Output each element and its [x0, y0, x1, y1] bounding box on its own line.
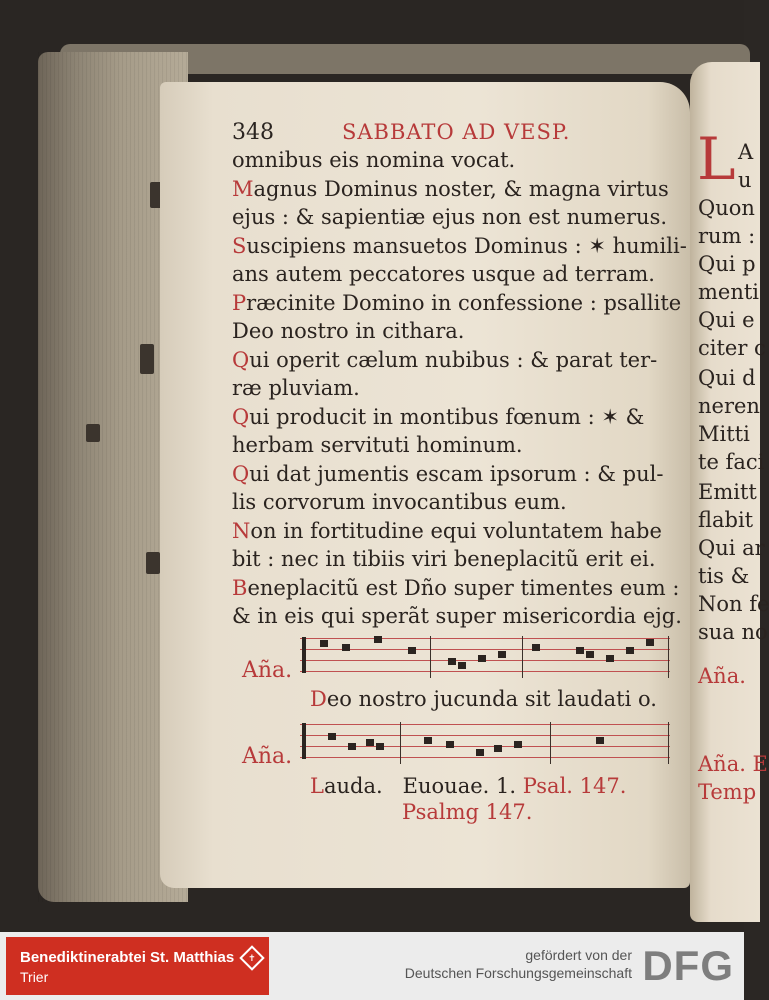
neume-note [348, 743, 356, 750]
line-text: & in eis qui sperãt super misericordia ejg. [232, 604, 682, 628]
neume-note [532, 644, 540, 651]
text-line [232, 460, 672, 489]
right-page-fragment: Aña. E [698, 752, 768, 776]
text-line [232, 431, 672, 460]
neume-note [494, 745, 502, 752]
page-number: 348 [232, 120, 274, 145]
euouae-text: Euouae. 1. [402, 774, 517, 798]
line-text: ui producit in montibus fœnum : ✶ & [249, 404, 645, 429]
right-page-fragment: Aña. [698, 664, 746, 688]
right-page-fragment: citer c [698, 336, 766, 360]
text-line [232, 175, 672, 204]
decorated-initial: L [697, 125, 736, 193]
text-line [232, 488, 672, 517]
neume-note [328, 733, 336, 740]
text-line [232, 346, 672, 375]
neume-note [424, 737, 432, 744]
neume-note [596, 737, 604, 744]
psalm-text [232, 146, 687, 631]
right-page-fragment: Qui ar [698, 536, 765, 560]
right-page-fragment: Qui d [698, 366, 756, 390]
credit-line: gefördert von der [525, 947, 632, 963]
clef-mark [302, 637, 306, 673]
lyric-initial: D [310, 687, 327, 711]
chant-staff [300, 722, 670, 764]
rubric-initial: P [232, 290, 247, 315]
right-page-fragment: Mitti [698, 422, 750, 446]
right-page-fragment: neren [698, 394, 760, 418]
line-text: bit : nec in tibiis viri beneplacitũ erit ei. [232, 547, 656, 571]
abbey-emblem-icon: ✝ [239, 945, 264, 970]
neume-note [576, 647, 584, 654]
text-line [232, 232, 687, 261]
psalm-reference: Psal. 147. [522, 774, 627, 798]
neume-note [626, 647, 634, 654]
funding-credit [405, 946, 632, 982]
antiphon-lyric [310, 687, 657, 711]
right-page-fragment: te faci [698, 450, 765, 474]
chant-staff [300, 636, 670, 678]
neume-note [446, 741, 454, 748]
right-page-fragment: flabit [698, 508, 754, 532]
antiphon-label: Aña. [242, 658, 293, 683]
neume-note [448, 658, 456, 665]
line-text: Deo nostro in cithara. [232, 319, 465, 343]
line-text: ejus : & sapientiæ ejus non est numerus. [232, 205, 668, 229]
line-text: uscipiens mansuetos Dominus : ✶ humili- [246, 233, 687, 258]
line-text: ui operit cælum nubibus : & parat ter- [249, 347, 658, 372]
neume-note [320, 640, 328, 647]
neume-note [606, 655, 614, 662]
right-page-fragment: tis & [698, 564, 750, 588]
neume-note [376, 743, 384, 750]
footer-bar [0, 932, 744, 1000]
text-line [232, 545, 672, 574]
right-page-fragment: Qui e [698, 308, 755, 332]
neume-note [476, 749, 484, 756]
text-line [232, 574, 680, 603]
text-line [232, 602, 682, 631]
neume-note [374, 636, 382, 643]
neume-note [458, 662, 466, 669]
neume-note [478, 655, 486, 662]
neume-note [646, 639, 654, 646]
rubric-initial: B [232, 575, 248, 600]
neume-note [586, 651, 594, 658]
line-text: ui dat jumentis escam ipsorum : & pul- [249, 461, 664, 486]
dfg-logo[interactable]: DFG [642, 942, 734, 989]
right-page-fragment: Emitt [698, 480, 757, 504]
line-text: ans autem peccatores usque ad terram. [232, 262, 655, 286]
rubric-initial: M [232, 176, 254, 201]
neume-note [498, 651, 506, 658]
right-page-fragment: Quon [698, 196, 755, 220]
text-line [232, 317, 672, 346]
text-line [232, 203, 672, 232]
page-tab-marker [146, 552, 160, 574]
text-line [232, 260, 672, 289]
line-text: ræ pluviam. [232, 376, 360, 400]
psalm-heading: Psalmg 147. [402, 800, 533, 824]
right-page-fragment: Qui p [698, 252, 756, 276]
running-title: SABBATO AD VESP. [342, 120, 571, 144]
antiphon-lyric [310, 774, 626, 798]
lyric-initial: L [310, 774, 324, 798]
rubric-initial: N [232, 518, 251, 543]
right-page-fragment: rum : [698, 224, 756, 248]
text-line [232, 517, 672, 546]
rubric-initial: Q [232, 347, 250, 372]
text-line [232, 403, 672, 432]
rubric-initial: S [232, 233, 247, 258]
line-text: on in fortitudine equi voluntatem habe [250, 518, 662, 543]
right-page-fragment: u [738, 168, 752, 192]
line-text: omnibus eis nomina vocat. [232, 148, 516, 172]
line-text: agnus Dominus noster, & magna virtus [253, 176, 669, 201]
institution-name: Benediktinerabtei St. Matthias [20, 949, 235, 966]
right-page-fragment: A [738, 140, 754, 164]
lyric-text: auda. [323, 774, 383, 798]
right-page-fragment: menti [698, 280, 760, 304]
line-text: herbam servituti hominum. [232, 433, 523, 457]
line-text: ræcinite Domino in confessione : psallite [246, 290, 682, 315]
line-text: eneplacitũ est Dño super timentes eum : [247, 575, 680, 600]
neume-note [342, 644, 350, 651]
rubric-initial: Q [232, 404, 250, 429]
clef-mark [302, 723, 306, 759]
page-tab-marker [140, 344, 154, 374]
page-tab-marker [86, 424, 100, 442]
credit-line: Deutschen Forschungsgemeinschaft [404, 965, 632, 981]
institution-badge[interactable] [6, 937, 269, 995]
institution-city: Trier [20, 969, 49, 985]
neume-note [408, 647, 416, 654]
antiphon-label: Aña. [242, 744, 293, 769]
right-page-fragment: Non fe [698, 592, 769, 616]
lyric-text: eo nostro jucunda sit laudati o. [326, 687, 657, 711]
right-page-fragment: sua no [698, 620, 768, 644]
right-page-fragment: Temp [698, 780, 757, 804]
text-line [232, 289, 682, 318]
text-line [232, 146, 672, 175]
line-text: lis corvorum invocantibus eum. [232, 490, 567, 514]
rubric-initial: Q [232, 461, 250, 486]
neume-note [514, 741, 522, 748]
text-line [232, 374, 672, 403]
neume-note [366, 739, 374, 746]
